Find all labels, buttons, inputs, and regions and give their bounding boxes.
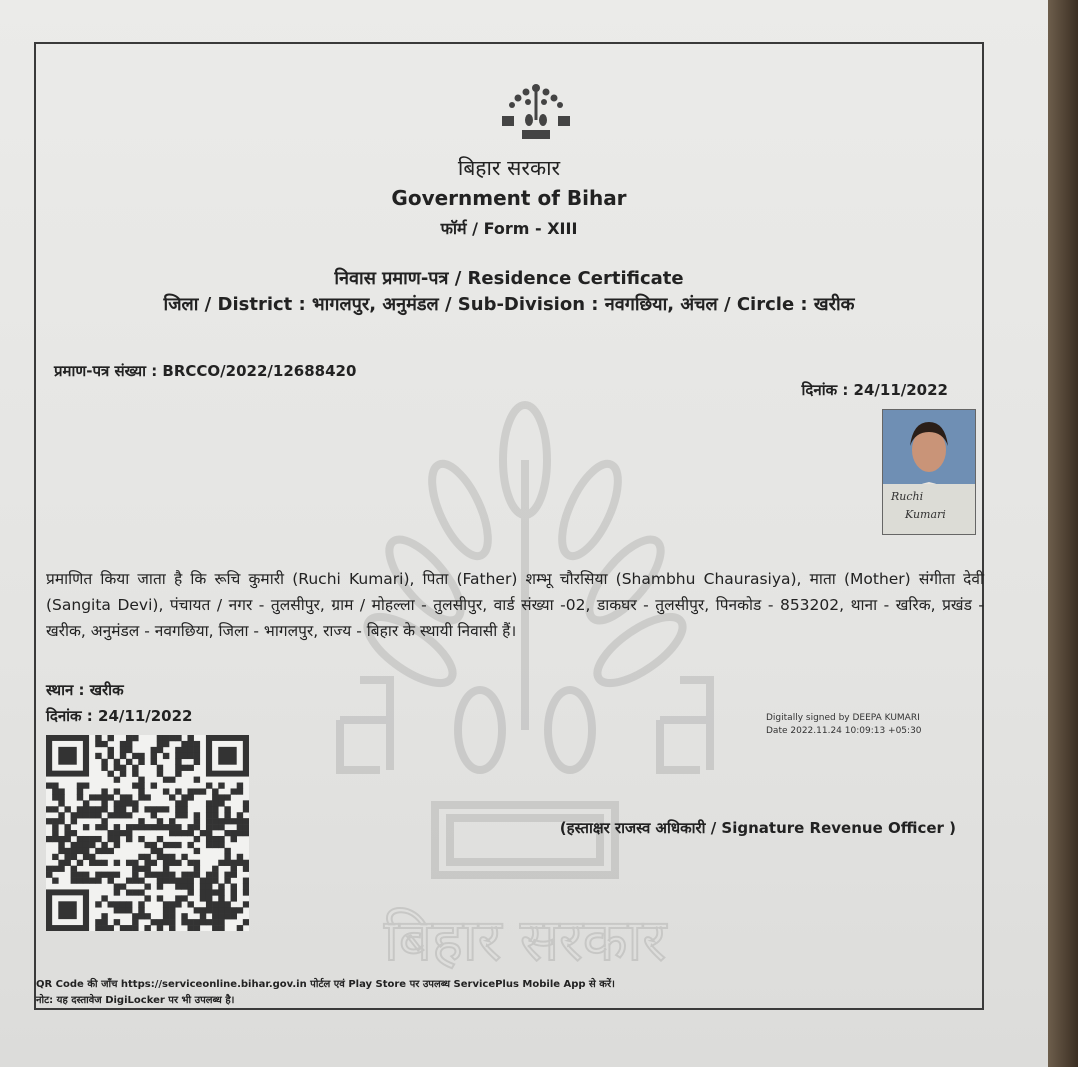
district-subdivision-circle: जिला / District : भागलपुर, अनुमंडल / Sub-Division : नवगछिया, अंचल / Circle : खरीक: [163, 294, 855, 315]
signature-revenue-officer: (हस्ताक्षर राजस्व अधिकारी / Signature Revenue Officer ): [559, 819, 956, 837]
bihar-emblem-logo: [496, 78, 576, 140]
digital-signature-info: [766, 712, 922, 738]
form-number: फॉर्म / Form - XIII: [440, 219, 578, 238]
place-of-issue: स्थान : खरीक: [46, 681, 124, 699]
photo-signature-line1: Ruchi: [891, 490, 924, 503]
certificate-title: निवास प्रमाण-पत्र / Residence Certificate: [334, 268, 684, 289]
issue-date-top: दिनांक : 24/11/2022: [801, 381, 948, 399]
background-edge: [1048, 0, 1078, 1067]
qr-code[interactable]: [46, 735, 249, 931]
photo-signature-area: [883, 484, 975, 534]
digital-signature-signer: Digitally signed by DEEPA KUMARI: [766, 713, 920, 723]
issue-date-bottom: दिनांक : 24/11/2022: [46, 707, 193, 725]
footer-qr-verification-note: QR Code की जाँच https://serviceonline.bihar.gov.in पोर्टल एवं Play Store पर उपलब्ध ServicePlus Mobile App से करें।: [36, 979, 615, 990]
certificate-number: प्रमाण-पत्र संख्या : BRCCO/2022/12688420: [54, 362, 357, 380]
government-hindi-title: बिहार सरकार: [457, 156, 561, 180]
emblem-alt: [18, 24, 22, 25]
bihar-emblem-watermark: [330, 400, 720, 980]
government-english-title: Government of Bihar: [391, 186, 627, 210]
certificate-body-text: प्रमाणित किया जाता है कि रूचि कुमारी (Ruchi Kumari), पिता (Father) शम्भू चौरसिया (Shambhu Chaurasiya), माता (Mother) संगीता देवी (Sangita Devi), पंचायत / नगर - तुलसीपुर, ग्राम / मोहल्ला - तुलसीपुर, वार्ड संख्या -02, डाकघर - तुलसीपुर, पिनकोड - 853202, थाना - खरिक, प्रखंड - खरीक, अनुमंडल - नवगछिया, जिला - भागलपुर, राज्य - बिहार के स्थायी निवासी हैं।: [46, 570, 984, 640]
digital-signature-date: Date 2022.11.24 10:09:13 +05:30: [766, 726, 922, 736]
photo-signature-line2: Kumari: [905, 508, 946, 521]
watermark-text: बिहार सरकार: [383, 906, 667, 974]
footer-digilocker-note: नोट: यह दस्तावेज DigiLocker पर भी उपलब्ध है।: [36, 995, 235, 1006]
applicant-photo: [882, 409, 976, 535]
